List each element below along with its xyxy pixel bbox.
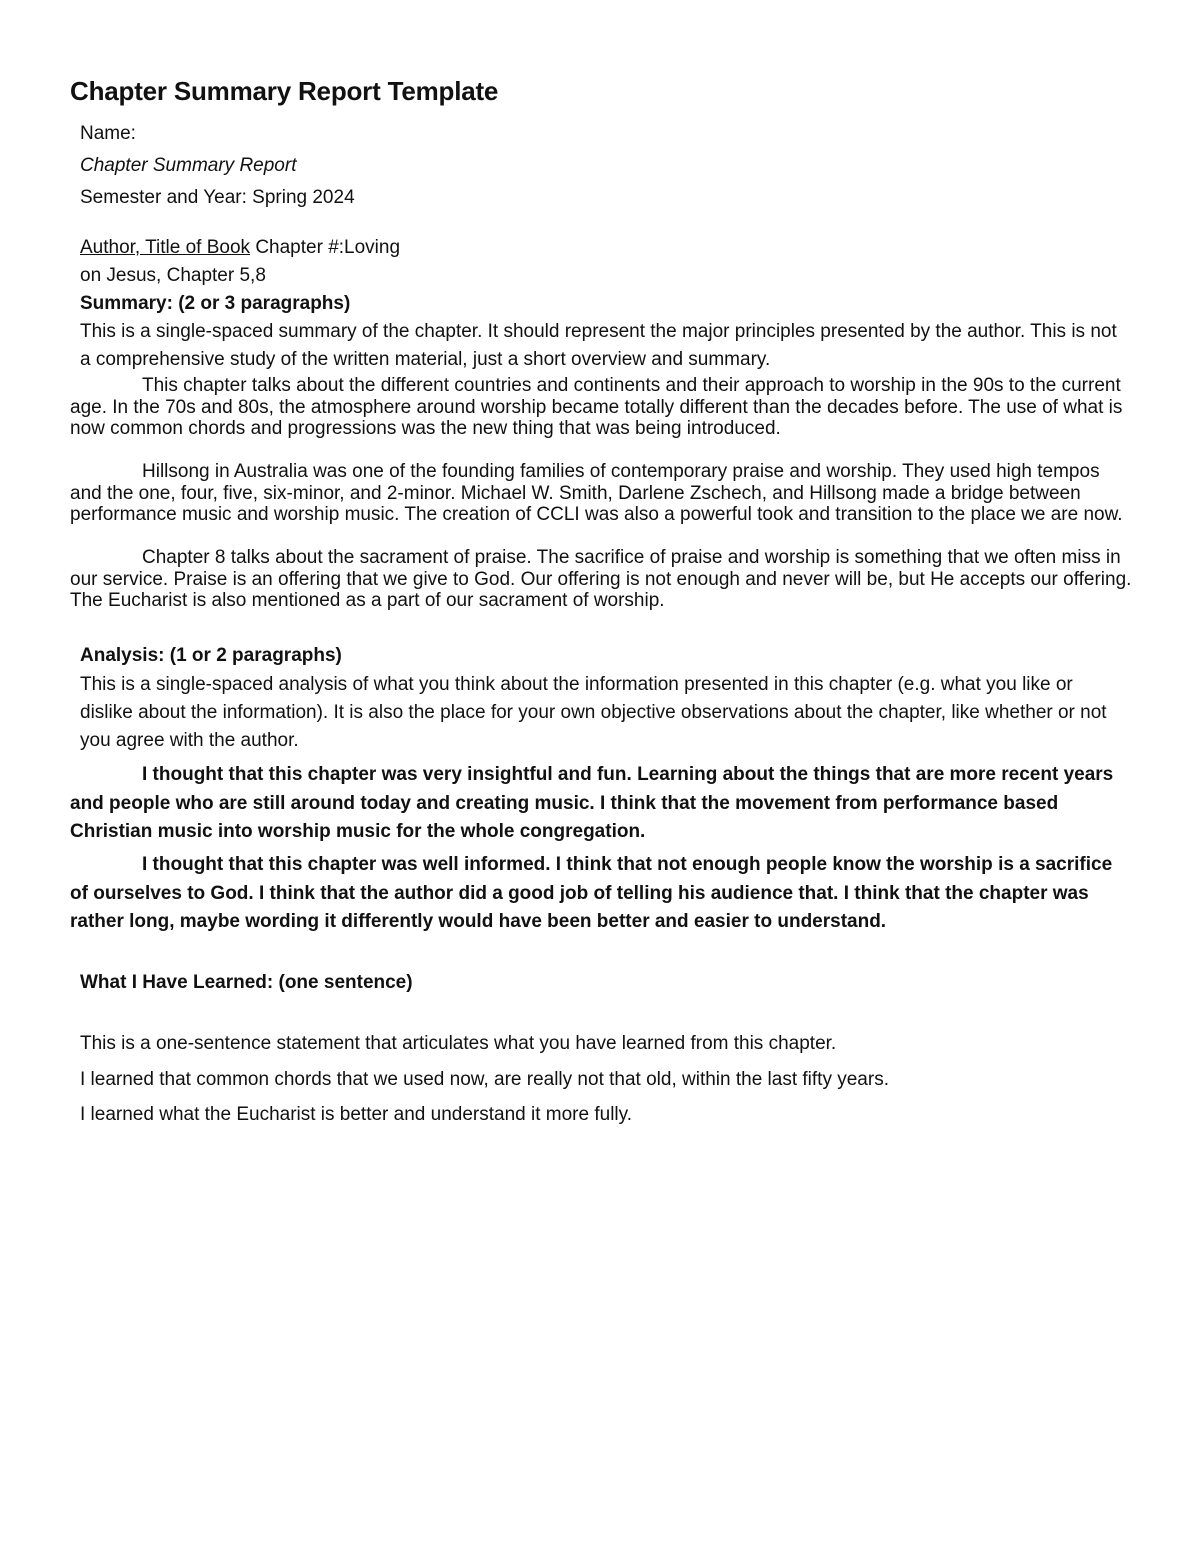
- name-label: Name:: [80, 123, 136, 144]
- report-type: Chapter Summary Report: [80, 155, 297, 176]
- learned-item-2: I learned what the Eucharist is better and understand it more fully.: [80, 1104, 633, 1125]
- document-title: Chapter Summary Report Template: [70, 76, 499, 106]
- summary-paragraph-2: Hillsong in Australia was one of the founding families of contemporary praise and worship. They used high tempos and the one, four, five, six-minor, and 2-minor. Michael W. Smith, Darlene Zschech, and Hillsong made a bridge between performance music and worship music. The creation of CCLI was also a powerful took and transition to the place we are now.: [70, 461, 1123, 525]
- learned-item-1: I learned that common chords that we used now, are really not that old, within the last fifty years.: [80, 1069, 889, 1090]
- analysis-instruction: This is a single-spaced analysis of what you think about the information presented in this chapter (e.g. what you like or dislike about the information). It is also the place for your own objective observations about the chapter, like whether or not you agree with the author.: [80, 674, 1107, 751]
- analysis-paragraph-1: I thought that this chapter was very insightful and fun. Learning about the things that are more recent years and people who are still around today and creating music. I think that the movement from performance based Christian music into worship music for the whole congregation.: [70, 764, 1114, 842]
- author-chapter-line: [80, 237, 400, 260]
- summary-paragraph-3: Chapter 8 talks about the sacrament of praise. The sacrifice of praise and worship is something that we often miss in our service. Praise is an offering that we give to God. Our offering is not enough and never will be, but He accepts our offering. The Eucharist is also mentioned as a part of our sacrament of worship.: [70, 547, 1132, 611]
- chapter-text-2: on Jesus, Chapter 5,8: [80, 265, 266, 286]
- learned-heading: What I Have Learned: (one sentence): [80, 972, 413, 993]
- author-title-label: Author, Title of Book: [80, 237, 251, 258]
- analysis-heading: Analysis: (1 or 2 paragraphs): [80, 645, 342, 666]
- summary-instruction: This is a single-spaced summary of the chapter. It should represent the major principles presented by the author. This is not a comprehensive study of the written material, just a short overview and summary.: [80, 321, 1117, 370]
- chapter-text-1: Chapter #:Loving: [250, 237, 401, 258]
- semester-line: Semester and Year: Spring 2024: [80, 187, 355, 208]
- summary-heading: Summary: (2 or 3 paragraphs): [80, 293, 351, 314]
- analysis-paragraph-2: I thought that this chapter was well informed. I think that not enough people know the worship is a sacrifice of ourselves to God. I think that the author did a good job of telling his audience that. I think that the chapter was rather long, maybe wording it differently would have been better and easier to understand.: [70, 854, 1113, 932]
- summary-paragraph-1: This chapter talks about the different countries and continents and their approach to worship in the 90s to the current age. In the 70s and 80s, the atmosphere around worship became totally different than the decades before. The use of what is now common chords and progressions was the new thing that was being introduced.: [70, 375, 1123, 439]
- learned-instruction: This is a one-sentence statement that articulates what you have learned from this chapter.: [80, 1033, 837, 1054]
